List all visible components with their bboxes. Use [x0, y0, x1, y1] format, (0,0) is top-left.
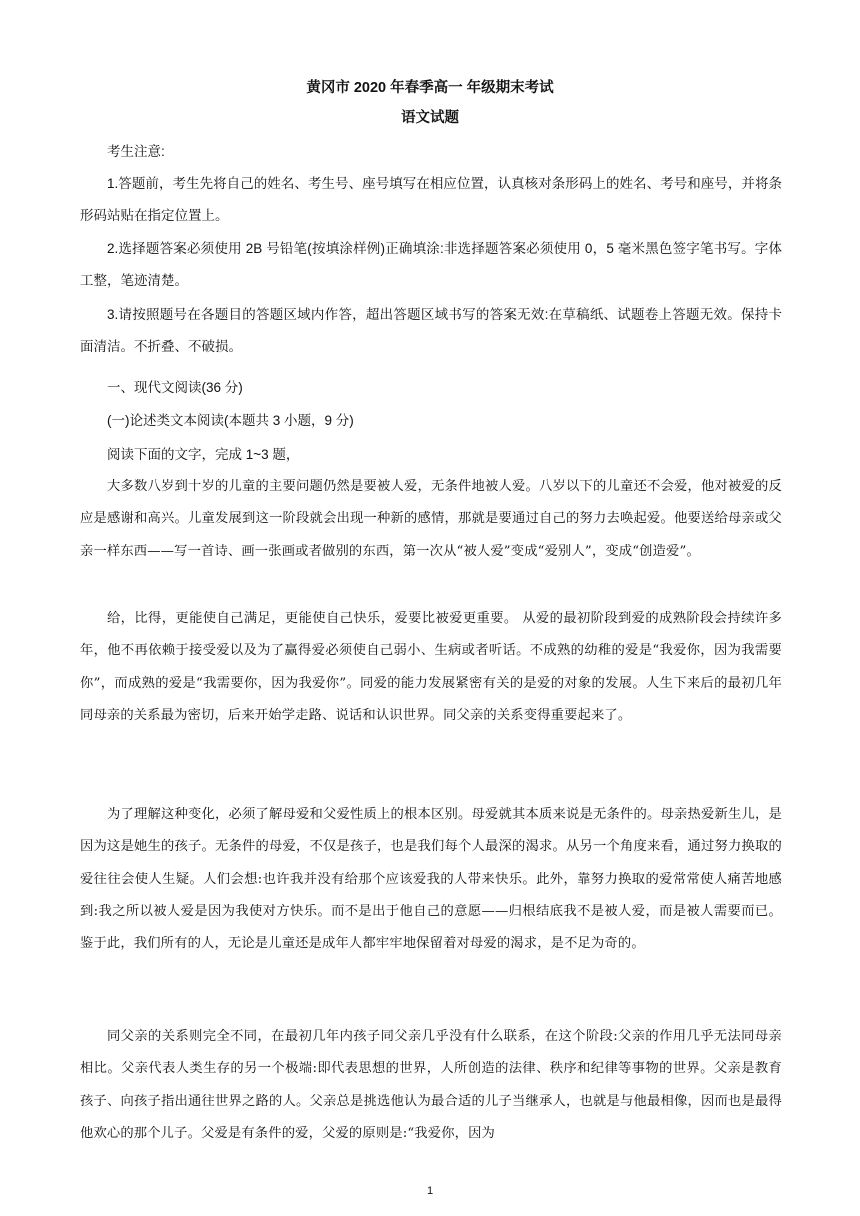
exam-title: 黄冈市 2020 年春季高一 年级期末考试: [306, 80, 554, 96]
passage-paragraph-1: 大多数八岁到十岁的儿童的主要问题仍然是要被人爱，无条件地被人爱。八岁以下的儿童还不会爱，他对被爱的反应是感谢和高兴。儿童发展到这一阶段就会出现一种新的感情，那就是要通过自己的努力去唤起爱。他要送给母亲或父亲一样东西——写一首诗、画一张画或者做别的东西，第一次从“被人爱”变成“爱别人”，变成“创造爱”。: [80, 479, 782, 559]
notice-item-1: 1.答题前，考生先将自己的姓名、考生号、座号填写在相应位置，认真核对条形码上的姓名、考号和座号，并将条形码站贴在指定位置上。: [80, 176, 782, 224]
section-heading: 一、现代文阅读(36 分): [107, 380, 243, 395]
exam-subtitle: 语文试题: [401, 110, 459, 126]
section-subheading: (一)论述类文本阅读(本题共 3 小题，9 分): [107, 413, 354, 428]
notice-item-3: 3.请按照题号在各题目的答题区域内作答，超出答题区域书写的答案无效:在草稿纸、试题卷上答题无效。保持卡面清洁。不折叠、不破损。: [80, 307, 782, 355]
page-number: 1: [426, 1185, 434, 1197]
notice-item-2: 2.选择题答案必须使用 2B 号铅笔(按填涂样例)正确填涂:非选择题答案必须使用 0，5 毫米黑色签字笔书写。字体工整，笔迹清楚。: [80, 241, 782, 289]
notice-heading: 考生注意:: [107, 144, 165, 159]
passage-paragraph-3: 为了理解这种变化，必须了解母爱和父爱性质上的根本区别。母爱就其本质来说是无条件的。母亲热爱新生儿，是因为这是她生的孩子。无条件的母爱，不仅是孩子，也是我们每个人最深的渴求。从另一个角度来看，通过努力换取的爱往往会使人生疑。人们会想:也许我并没有给那个应该爱我的人带来快乐。此外，靠努力换取的爱常常使人痛苦地感到:我之所以被人爱是因为我使对方快乐。而不是出于他自己的意愿——归根结底我不是被人爱，而是被人需要而已。鉴于此，我们所有的人，无论是儿童还是成年人都牢牢地保留着对母爱的渴求，是不足为奇的。: [80, 807, 782, 952]
passage-paragraph-4: 同父亲的关系则完全不同，在最初几年内孩子同父亲几乎没有什么联系，在这个阶段:父亲的作用几乎无法同母亲相比。父亲代表人类生存的另一个极端:即代表思想的世界，人所创造的法律、秩序和纪律等事物的世界。父亲是教育孩子、向孩子指出通往世界之路的人。父亲总是挑选他认为最合适的儿子当继承人，也就是与他最相像，因而也是最得他欢心的那个儿子。父爱是有条件的爱，父爱的原则是:“我爱你，因为: [80, 1029, 782, 1141]
passage-paragraph-2: 给，比得，更能使自己满足，更能使自己快乐，爱要比被爱更重要。 从爱的最初阶段到爱的成熟阶段会持续许多年，他不再依赖于接受爱以及为了赢得爱必须使自己弱小、生病或者听话。不成熟的幼稚的爱是“我爱你，因为我需要你”，而成熟的爱是“我需要你，因为我爱你”。同爱的能力发展紧密有关的是爱的对象的发展。人生下来后的最初几年同母亲的关系最为密切，后来开始学走路、说话和认识世界。同父亲的关系变得重要起来了。: [80, 611, 782, 723]
reading-instruction: 阅读下面的文字，完成 1~3 题，: [107, 447, 300, 462]
